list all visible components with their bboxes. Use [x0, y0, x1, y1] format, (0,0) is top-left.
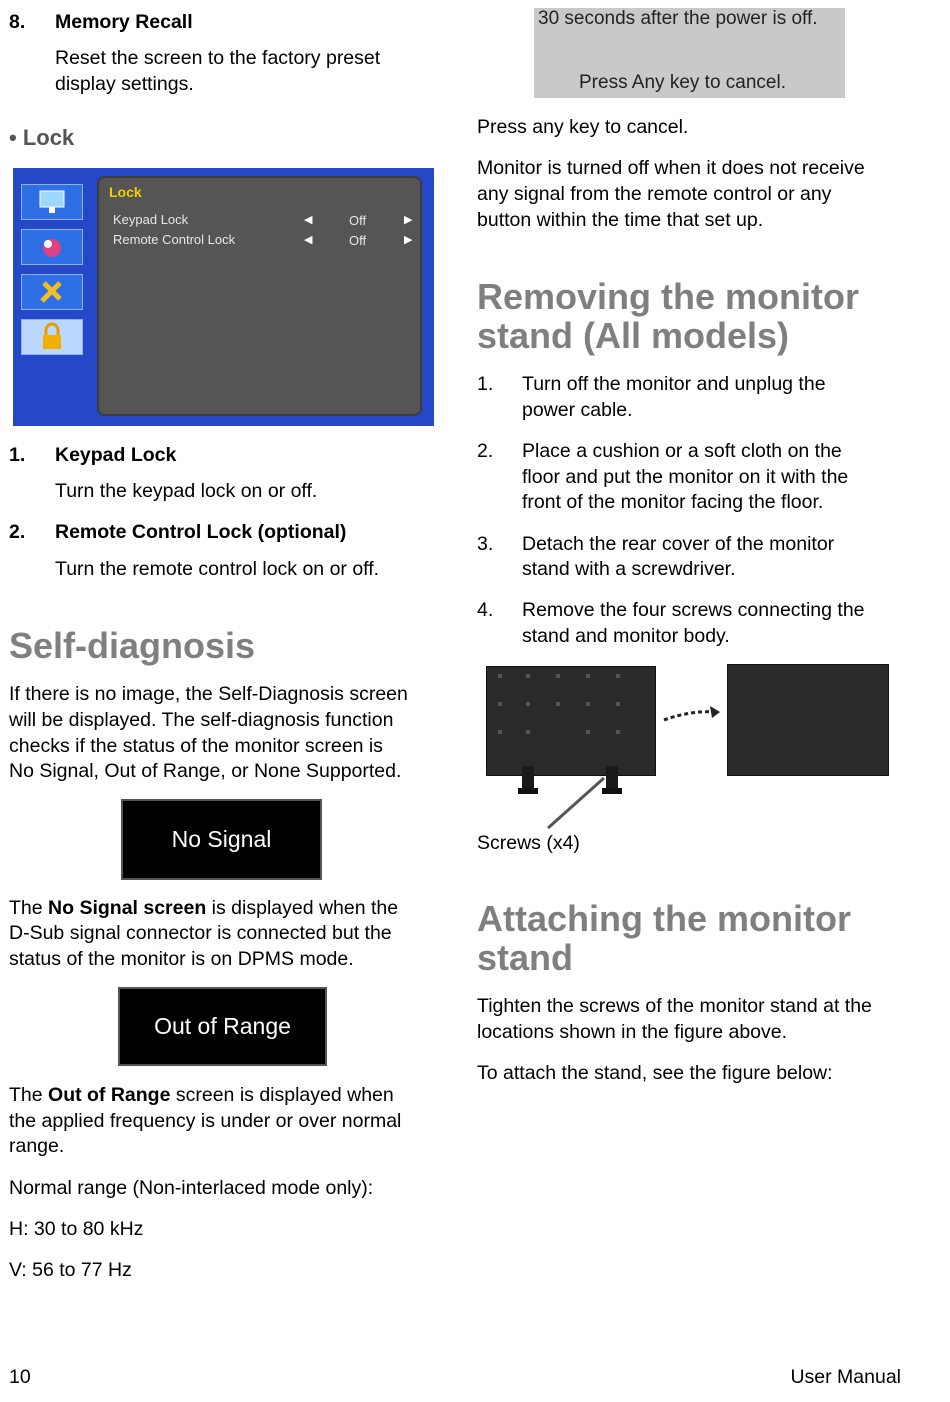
- attaching-heading-line1: Attaching the monitor: [477, 898, 851, 939]
- monitor-icon: [21, 184, 83, 220]
- removing-heading-line2: stand (All models): [477, 315, 790, 356]
- out-of-range-para-line2: the applied frequency is under or over normal: [9, 1110, 402, 1132]
- self-diag-line: No Signal, Out of Range, or None Supported.: [9, 760, 402, 782]
- step-line: floor and put the monitor on it with the: [522, 466, 849, 488]
- power-off-line2: Press Any key to cancel.: [579, 72, 786, 93]
- lock-heading: • Lock: [9, 125, 75, 150]
- osd-title: Lock: [109, 184, 142, 200]
- tools-icon: [21, 274, 83, 310]
- item-title: Keypad Lock: [55, 444, 177, 466]
- item-title: Remote Control Lock (optional): [55, 521, 347, 543]
- osd-lock-screenshot: [13, 168, 434, 426]
- self-diag-line: will be displayed. The self-diagnosis function: [9, 709, 394, 731]
- no-signal-box: No Signal: [121, 799, 322, 880]
- power-off-message-box: [534, 8, 845, 98]
- step-line: Turn off the monitor and unplug the: [522, 373, 826, 395]
- osd-row-label: Keypad Lock: [113, 212, 189, 227]
- out-of-range-para-line1: The Out of Range screen is displayed when: [9, 1084, 394, 1106]
- v-range: V: 56 to 77 Hz: [9, 1259, 132, 1281]
- power-off-line1: 30 seconds after the power is off.: [538, 8, 818, 29]
- step-line: Place a cushion or a soft cloth on the: [522, 440, 842, 462]
- step-number: 4.: [477, 599, 494, 621]
- step-line: Detach the rear cover of the monitor: [522, 533, 835, 555]
- memory-recall-desc-2: display settings.: [55, 73, 194, 95]
- monitor-without-stand: [727, 664, 889, 776]
- color-icon: [21, 229, 83, 265]
- self-diagnosis-heading: Self-diagnosis: [9, 625, 256, 666]
- normal-range: Normal range (Non-interlaced mode only):: [9, 1177, 374, 1199]
- memory-recall-title: Memory Recall: [55, 11, 193, 33]
- memory-recall-number: 8.: [9, 11, 26, 33]
- no-signal-para-line2: D-Sub signal connector is connected but the: [9, 922, 392, 944]
- stand-removal-illustration: [486, 662, 890, 832]
- osd-right-arrow-icon: ▶: [404, 234, 413, 246]
- press-any-key: Press any key to cancel.: [477, 116, 689, 138]
- step-line: power cable.: [522, 399, 633, 421]
- osd-panel: [97, 176, 422, 416]
- memory-recall-desc-1: Reset the screen to the factory preset: [55, 47, 381, 69]
- item-number: 2.: [9, 521, 26, 543]
- osd-left-arrow-icon: ◀: [304, 234, 313, 246]
- lock-icon: [21, 319, 83, 355]
- osd-right-arrow-icon: ▶: [404, 214, 413, 226]
- step-line: front of the monitor facing the floor.: [522, 491, 824, 513]
- monitor-off-line: any signal from the remote control or any: [477, 183, 832, 205]
- screws-caption: Screws (x4): [477, 832, 580, 854]
- page-number: 10: [9, 1366, 31, 1388]
- self-diag-line: If there is no image, the Self-Diagnosis screen: [9, 683, 408, 705]
- step-number: 3.: [477, 533, 494, 555]
- item-desc: Turn the keypad lock on or off.: [55, 480, 318, 502]
- step-number: 1.: [477, 373, 494, 395]
- osd-row-value: Off: [349, 233, 367, 248]
- to-attach: To attach the stand, see the figure below:: [477, 1062, 833, 1084]
- tighten-line: locations shown in the figure above.: [477, 1021, 788, 1043]
- monitor-off-line: button within the time that set up.: [477, 209, 764, 231]
- monitor-off-line: Monitor is turned off when it does not receive: [477, 157, 865, 179]
- step-line: stand with a screwdriver.: [522, 558, 736, 580]
- step-line: Remove the four screws connecting the: [522, 599, 865, 621]
- item-number: 1.: [9, 444, 26, 466]
- osd-row-value: Off: [349, 213, 367, 228]
- removing-heading-line1: Removing the monitor: [477, 276, 860, 317]
- out-of-range-box: Out of Range: [118, 987, 327, 1066]
- step-line: stand and monitor body.: [522, 625, 730, 647]
- tighten-line: Tighten the screws of the monitor stand at the: [477, 995, 872, 1017]
- footer-manual-title: User Manual: [790, 1366, 901, 1388]
- step-number: 2.: [477, 440, 494, 462]
- osd-left-arrow-icon: ◀: [304, 214, 313, 226]
- osd-row-label: Remote Control Lock: [113, 232, 236, 247]
- attaching-heading-line2: stand: [477, 937, 574, 978]
- h-range: H: 30 to 80 kHz: [9, 1218, 144, 1240]
- out-of-range-para-line3: range.: [9, 1135, 65, 1157]
- self-diag-line: checks if the status of the monitor screen is: [9, 735, 383, 757]
- no-signal-para-line3: status of the monitor is on DPMS mode.: [9, 948, 354, 970]
- no-signal-para-line1: The No Signal screen is displayed when the: [9, 897, 399, 919]
- item-desc: Turn the remote control lock on or off.: [55, 558, 380, 580]
